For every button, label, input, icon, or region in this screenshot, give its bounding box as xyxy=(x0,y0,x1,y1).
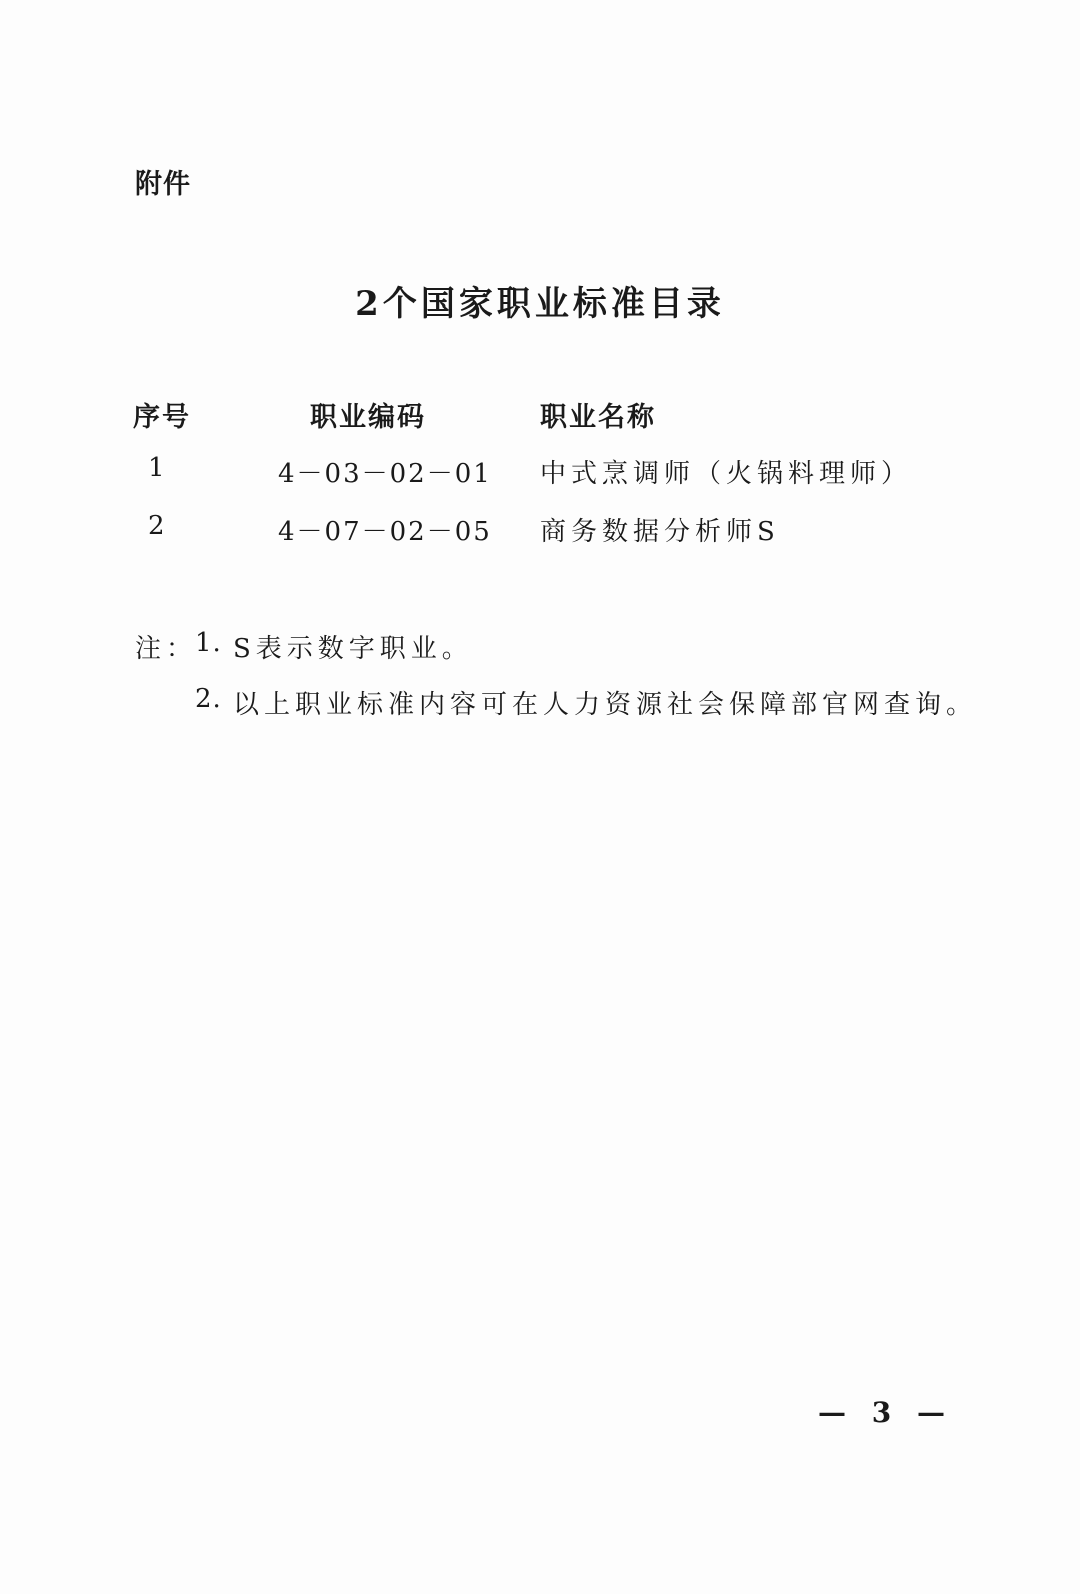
note-number: 2. xyxy=(195,684,222,714)
cell-code: 4－03－02－01 xyxy=(278,459,492,489)
note-text: 以上职业标准内容可在人力资源社会保障部官网查询。 xyxy=(233,690,978,720)
column-header-seq: 序号 xyxy=(133,402,191,433)
table-row xyxy=(0,511,1080,569)
note-item xyxy=(0,628,1080,684)
cell-seq: 2 xyxy=(148,511,165,541)
cell-code: 4－07－02－05 xyxy=(278,517,492,547)
attachment-label: 附件 xyxy=(135,169,191,200)
cell-name: 商务数据分析师S xyxy=(540,517,780,547)
column-header-name: 职业名称 xyxy=(540,402,656,433)
page-number: — 3 — xyxy=(818,1396,953,1429)
column-header-code: 职业编码 xyxy=(310,402,426,433)
cell-name: 中式烹调师（火锅料理师） xyxy=(540,459,913,489)
notes-section xyxy=(0,628,1080,740)
note-text: S表示数字职业。 xyxy=(233,634,473,664)
table-row xyxy=(0,453,1080,511)
cell-seq: 1 xyxy=(148,453,165,483)
note-item xyxy=(0,684,1080,740)
notes-prefix: 注： xyxy=(135,634,198,664)
document-title: 2个国家职业标准目录 xyxy=(355,284,725,324)
note-number: 1. xyxy=(195,628,222,658)
occupation-table xyxy=(0,395,1080,569)
table-header-row xyxy=(0,395,1080,453)
